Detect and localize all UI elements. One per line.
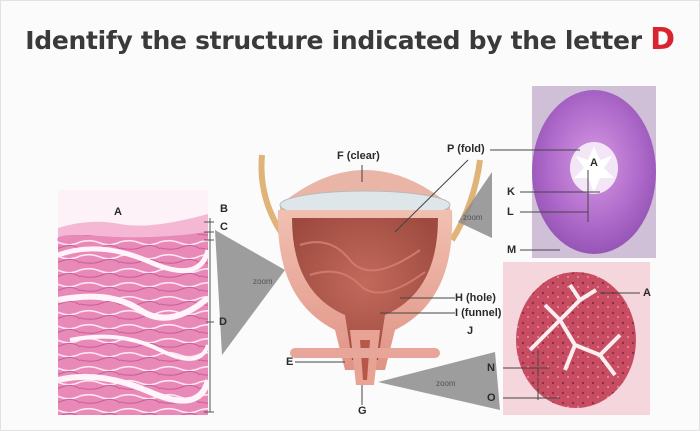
label-h: H (hole)	[455, 292, 496, 304]
label-d: D	[219, 316, 227, 328]
zoom-tag-lower-right: zoom	[436, 379, 456, 388]
red-histology-panel	[503, 262, 650, 415]
left-zoom-wedge	[215, 230, 285, 355]
label-a-right-bottom: A	[643, 287, 651, 299]
label-c: C	[220, 221, 228, 233]
label-o: O	[487, 392, 496, 404]
label-j: J	[467, 325, 474, 337]
question-prefix: Identify the structure indicated by the letter	[25, 26, 642, 55]
label-a-left: A	[114, 206, 122, 218]
target-letter: D	[650, 22, 675, 57]
label-l: L	[507, 206, 514, 218]
label-i: I (funnel)	[455, 307, 502, 319]
zoom-tag-upper-right: zoom	[463, 213, 483, 222]
label-e: E	[286, 356, 294, 368]
label-m: M	[507, 244, 517, 256]
label-b: B	[220, 203, 228, 215]
label-k: K	[507, 186, 515, 198]
label-n: N	[487, 362, 495, 374]
label-f: F (clear)	[337, 150, 380, 162]
label-p: P (fold)	[447, 143, 485, 155]
label-a-right-top: A	[590, 157, 598, 169]
purple-histology-panel	[532, 86, 656, 258]
label-g: G	[358, 405, 367, 417]
left-histology-panel	[57, 190, 208, 415]
bladder-illustration	[261, 155, 480, 385]
zoom-tag-left: zoom	[253, 277, 273, 286]
